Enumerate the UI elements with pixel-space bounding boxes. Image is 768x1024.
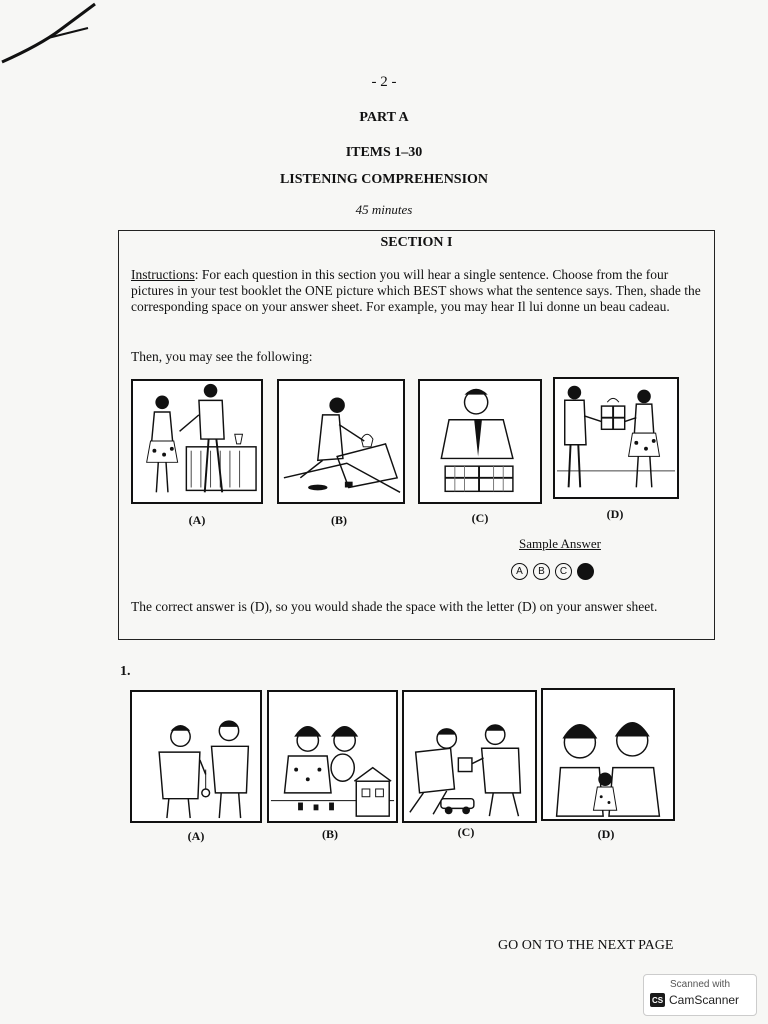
duration: 45 minutes [355, 202, 413, 217]
scanned-with-text: Scanned with [669, 979, 731, 990]
camscanner-logo-icon: CS [650, 993, 665, 1007]
question1-label-b: (B) [322, 827, 338, 841]
sample-answer-bubbles [511, 563, 594, 580]
then-text: Then, you may see the following: [131, 349, 313, 364]
example-label-a: (A) [188, 513, 206, 527]
section-box [118, 230, 715, 640]
section-title: SECTION I [380, 235, 453, 250]
correct-answer-text: The correct answer is (D), so you would shade the space with the letter (D) on your answer sheet. [131, 599, 658, 614]
bubble-a: A [511, 563, 528, 580]
question1-picture-a [130, 690, 262, 823]
part-heading: PART A [359, 110, 409, 125]
example-picture-c [418, 379, 542, 504]
camscanner-brand [650, 993, 739, 1007]
example-label-d: (D) [606, 507, 624, 521]
items-heading: ITEMS 1–30 [345, 145, 423, 160]
example-label-c: (C) [471, 511, 489, 525]
question1-label-a: (A) [187, 829, 205, 843]
page-number: - 2 - [371, 74, 397, 90]
camscanner-name: CamScanner [669, 993, 740, 1007]
camscanner-watermark [643, 974, 757, 1016]
pen-mark [0, 0, 110, 80]
question1-picture-c [402, 690, 537, 823]
question-number: 1. [120, 664, 131, 679]
next-page-notice: GO ON TO THE NEXT PAGE [498, 938, 674, 953]
sample-answer-title: Sample Answer [519, 536, 601, 551]
example-picture-a [131, 379, 263, 504]
question1-label-c: (C) [457, 825, 475, 839]
example-picture-d [553, 377, 679, 499]
question1-picture-b [267, 690, 398, 823]
question1-label-d: (D) [597, 827, 615, 841]
bubble-b: B [533, 563, 550, 580]
instructions-text: : For each question in this section you will hear a single sentence. Choose from the four pictures in your test booklet the ONE picture which BEST shows what the sentence says. Then, shade the corresponding space on your answer sheet. For example, you may hear Il lui donne un beau cadeau. [131, 267, 701, 314]
example-picture-b [277, 379, 405, 504]
subject-heading: LISTENING COMPREHENSION [279, 172, 489, 187]
instructions [131, 267, 707, 315]
instructions-label: Instructions [131, 267, 195, 282]
bubble-c: C [555, 563, 572, 580]
bubble-d-filled [577, 563, 594, 580]
example-label-b: (B) [331, 513, 347, 527]
question1-picture-d [541, 688, 675, 821]
